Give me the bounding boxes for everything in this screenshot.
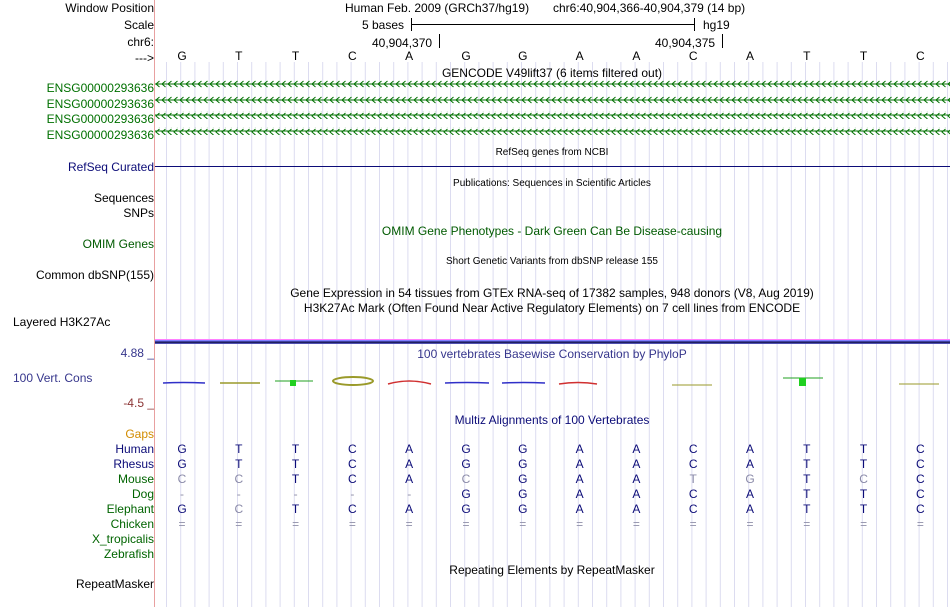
base-letter: A: [575, 49, 584, 63]
gencode-gene-features[interactable]: [155, 80, 950, 142]
alignment-base: T: [859, 502, 868, 516]
alignment-base: T: [803, 502, 811, 516]
species-label-zebrafish: Zebrafish: [103, 547, 154, 561]
base-letter: A: [405, 49, 414, 63]
alignment-base: A: [575, 472, 584, 486]
alignment-base: C: [688, 457, 698, 471]
phylop-min-label: -4.5 _: [123, 396, 154, 410]
alignment-base: T: [689, 472, 697, 486]
alignment-base: A: [745, 487, 755, 501]
alignment-base: G: [518, 442, 528, 456]
alignment-base: C: [916, 487, 925, 501]
alignment-base: =: [632, 517, 640, 531]
scale-bar-tick: [411, 18, 412, 31]
alignment-base: C: [348, 472, 357, 486]
gencode-item-label[interactable]: ENSG00000293636: [46, 81, 154, 95]
scale-bar-tick: [694, 18, 695, 31]
alignment-base: C: [916, 442, 925, 456]
alignment-base: A: [632, 442, 641, 456]
species-label-chicken: Chicken: [110, 517, 154, 531]
alignment-base: G: [518, 502, 528, 516]
gencode-item-label[interactable]: ENSG00000293636: [46, 97, 154, 111]
alignment-base: G: [461, 442, 471, 456]
strand-label: --->: [135, 51, 154, 65]
alignment-base: =: [689, 517, 697, 531]
alignment-base: =: [178, 517, 186, 531]
scale-label: Scale: [123, 18, 154, 32]
publications-track-title: Publications: Sequences in Scientific Articles: [453, 178, 651, 189]
base-letter: T: [859, 49, 868, 63]
alignment-base: -: [407, 487, 412, 501]
gencode-item-label[interactable]: ENSG00000293636: [46, 128, 154, 142]
gaps-label: Gaps: [125, 427, 154, 441]
alignment-base: A: [405, 502, 414, 516]
alignment-base: C: [688, 442, 698, 456]
alignment-base: A: [745, 457, 755, 471]
phylop-max-label: 4.88 _: [120, 346, 154, 360]
alignment-base: A: [405, 442, 414, 456]
h3k27ac-track-title: H3K27Ac Mark (Often Found Near Active Regulatory Elements) on 7 cell lines from ENCODE: [303, 301, 801, 315]
base-letter: G: [461, 49, 471, 63]
alignment-base: =: [519, 517, 527, 531]
base-letter: C: [688, 49, 698, 63]
alignment-base: T: [291, 442, 300, 456]
base-letter: G: [177, 49, 187, 63]
base-letter: T: [803, 49, 811, 63]
scale-text: 5 bases: [362, 18, 405, 32]
species-label-xtropicalis: X_tropicalis: [91, 532, 154, 546]
alignment-base: C: [348, 442, 357, 456]
alignment-base: C: [461, 472, 471, 486]
h3k27ac-signal-band[interactable]: [155, 339, 950, 344]
alignment-base: T: [291, 502, 300, 516]
gtex-track-title: Gene Expression in 54 tissues from GTEx RNA-seq of 17382 samples, 948 donors (V8, Aug 2019): [290, 286, 814, 300]
repeatmasker-track-title: Repeating Elements by RepeatMasker: [449, 563, 655, 577]
gencode-track-title: GENCODE V49lift37 (6 items filtered out): [441, 66, 663, 80]
sequences-label[interactable]: Sequences: [93, 191, 154, 205]
alignment-base: T: [859, 442, 868, 456]
base-letter: C: [348, 49, 357, 63]
alignment-base: G: [745, 472, 755, 486]
alignment-base: A: [575, 442, 584, 456]
alignment-base: =: [348, 517, 356, 531]
layered-h3k27ac-label[interactable]: Layered H3K27Ac: [13, 315, 111, 329]
window-position-label: Window Position: [65, 1, 154, 15]
alignment-base: T: [803, 472, 811, 486]
base-letter: T: [291, 49, 300, 63]
species-label-rhesus: Rhesus: [113, 457, 154, 471]
alignment-base: =: [405, 517, 413, 531]
vert-cons-label[interactable]: 100 Vert. Cons: [13, 371, 93, 385]
alignment-base: G: [177, 502, 187, 516]
alignment-base: C: [688, 502, 698, 516]
alignment-base: T: [291, 457, 300, 471]
species-label-dog: Dog: [131, 487, 154, 501]
alignment-base: =: [576, 517, 584, 531]
refseq-curated-label[interactable]: RefSeq Curated: [67, 160, 154, 174]
alignment-base: C: [688, 487, 698, 501]
scale-db: hg19: [703, 18, 730, 32]
omim-genes-label[interactable]: OMIM Genes: [82, 237, 154, 251]
alignment-base: C: [916, 457, 925, 471]
base-letter: T: [235, 49, 243, 63]
alignment-base: T: [291, 472, 300, 486]
ruler-coord-tick: [439, 34, 440, 48]
phylop-conservation-plot[interactable]: [155, 370, 950, 395]
alignment-base: C: [177, 472, 187, 486]
base-letter: A: [632, 49, 641, 63]
alignment-base: C: [916, 502, 925, 516]
refseq-track-title: RefSeq genes from NCBI: [495, 147, 609, 158]
alignment-base: T: [235, 442, 243, 456]
alignment-base: A: [632, 502, 641, 516]
alignment-base: =: [746, 517, 754, 531]
ruler-coord: 40,904,370: [372, 36, 433, 50]
base-letter: G: [518, 49, 528, 63]
ruler-coord: 40,904,375: [655, 36, 716, 50]
alignment-base: A: [632, 457, 641, 471]
alignment-base: A: [575, 502, 584, 516]
base-letter: A: [745, 49, 755, 63]
alignment-base: G: [461, 457, 471, 471]
alignment-base: G: [518, 457, 528, 471]
alignment-base: C: [234, 472, 244, 486]
alignment-base: =: [235, 517, 243, 531]
multiz-track-title: Multiz Alignments of 100 Vertebrates: [454, 413, 650, 427]
alignment-base: =: [860, 517, 868, 531]
alignment-base: A: [632, 487, 641, 501]
alignment-base: G: [518, 487, 528, 501]
alignment-base: T: [803, 457, 811, 471]
alignment-base: A: [575, 487, 584, 501]
alignment-base: G: [461, 487, 471, 501]
snps-label[interactable]: SNPs: [123, 206, 154, 220]
omim-track-title: OMIM Gene Phenotypes - Dark Green Can Be Disease-causing: [381, 224, 723, 238]
track-label-column: [0, 0, 154, 607]
alignment-base: T: [803, 442, 811, 456]
repeatmasker-label[interactable]: RepeatMasker: [75, 577, 154, 591]
alignment-base: =: [803, 517, 811, 531]
species-label-elephant: Elephant: [106, 502, 154, 516]
alignment-base: T: [235, 457, 243, 471]
alignment-base: C: [234, 502, 244, 516]
alignment-base: G: [518, 472, 528, 486]
alignment-base: C: [348, 457, 357, 471]
species-label-mouse: Mouse: [117, 472, 154, 486]
alignment-base: T: [859, 487, 868, 501]
alignment-base: A: [632, 472, 641, 486]
alignment-base: C: [348, 502, 357, 516]
ruler-coord-tick: [722, 34, 723, 48]
dbsnp-track-title: Short Genetic Variants from dbSNP release 155: [446, 256, 658, 267]
alignment-base: A: [405, 457, 414, 471]
scale-bar: [411, 24, 695, 25]
phylop-track-title: 100 vertebrates Basewise Conservation by PhyloP: [417, 347, 687, 361]
alignment-base: -: [236, 487, 241, 501]
alignment-base: =: [916, 517, 924, 531]
alignment-base: T: [803, 487, 811, 501]
alignment-base: G: [177, 457, 187, 471]
common-dbsnp-label[interactable]: Common dbSNP(155): [35, 268, 154, 282]
alignment-base: A: [745, 502, 755, 516]
alignment-base: C: [859, 472, 868, 486]
base-letter: C: [916, 49, 925, 63]
track-data-area[interactable]: [155, 0, 950, 607]
alignment-base: A: [405, 472, 414, 486]
alignment-base: -: [293, 487, 298, 501]
alignment-base: C: [916, 472, 925, 486]
species-label-human: Human: [115, 442, 154, 456]
alignment-base: G: [461, 502, 471, 516]
alignment-base: A: [575, 457, 584, 471]
assembly-title: Human Feb. 2009 (GRCh37/hg19): [345, 1, 530, 15]
alignment-base: -: [350, 487, 355, 501]
alignment-base: =: [462, 517, 470, 531]
position-readout: chr6:40,904,366-40,904,379 (14 bp): [553, 1, 746, 15]
alignment-base: =: [292, 517, 300, 531]
refseq-gene-line[interactable]: [155, 166, 950, 167]
alignment-base: G: [177, 442, 187, 456]
chr-label: chr6:: [127, 35, 154, 49]
gencode-item-label[interactable]: ENSG00000293636: [46, 112, 154, 126]
alignment-base: -: [180, 487, 184, 501]
alignment-base: T: [859, 457, 868, 471]
alignment-base: A: [745, 442, 755, 456]
